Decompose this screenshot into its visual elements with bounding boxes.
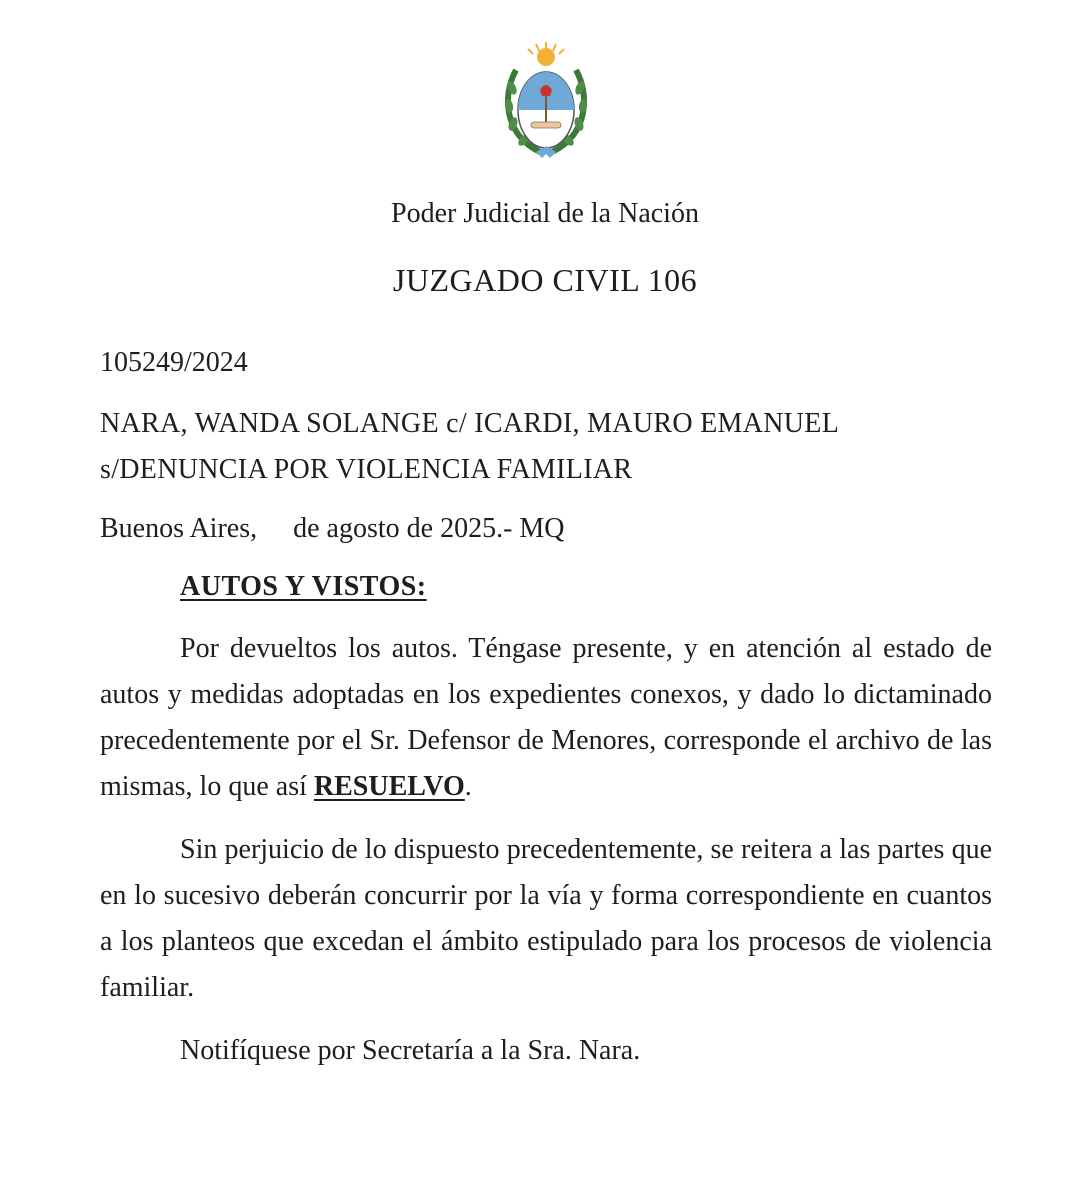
place: Buenos Aires, (100, 513, 258, 544)
place-and-date (100, 513, 565, 545)
paragraph-resolution (100, 626, 992, 810)
court-office-title: JUZGADO CIVIL 106 (392, 262, 698, 298)
section-title: AUTOS Y VISTOS: (180, 571, 427, 602)
date: de agosto de 2025.- MQ (293, 513, 565, 544)
case-caption-subject: s/DENUNCIA POR VIOLENCIA FAMILIAR (100, 454, 633, 485)
paragraph-notification: Notifíquese por Secretaría a la Sra. Nara. (180, 1035, 641, 1066)
argentine-coat-of-arms-icon (500, 40, 592, 165)
case-caption-parties: NARA, WANDA SOLANGE c/ ICARDI, MAURO EMANUEL (100, 408, 840, 439)
court-name: Poder Judicial de la Nación (391, 198, 699, 229)
paragraph-resolution-end: . (464, 771, 472, 802)
resolution-emphasis: RESUELVO (313, 771, 465, 802)
paragraph-reminder: Sin perjuicio de lo dispuesto precedentemente, se reitera a las partes que en lo sucesivo deberán concurrir por la vía y forma correspondiente en cuantos a los planteos que excedan el ámbito estipulado para los procesos de violencia familiar. (100, 834, 992, 1003)
case-number: 105249/2024 (100, 347, 248, 378)
paragraph-resolution-text: Por devueltos los autos. Téngase presente, y en atención al estado de autos y medidas adoptadas en los expedientes conexos, y dado lo dictaminado precedentemente por el Sr. Defensor de Menores, corresponde el archivo de las mismas, lo que así (100, 633, 992, 802)
